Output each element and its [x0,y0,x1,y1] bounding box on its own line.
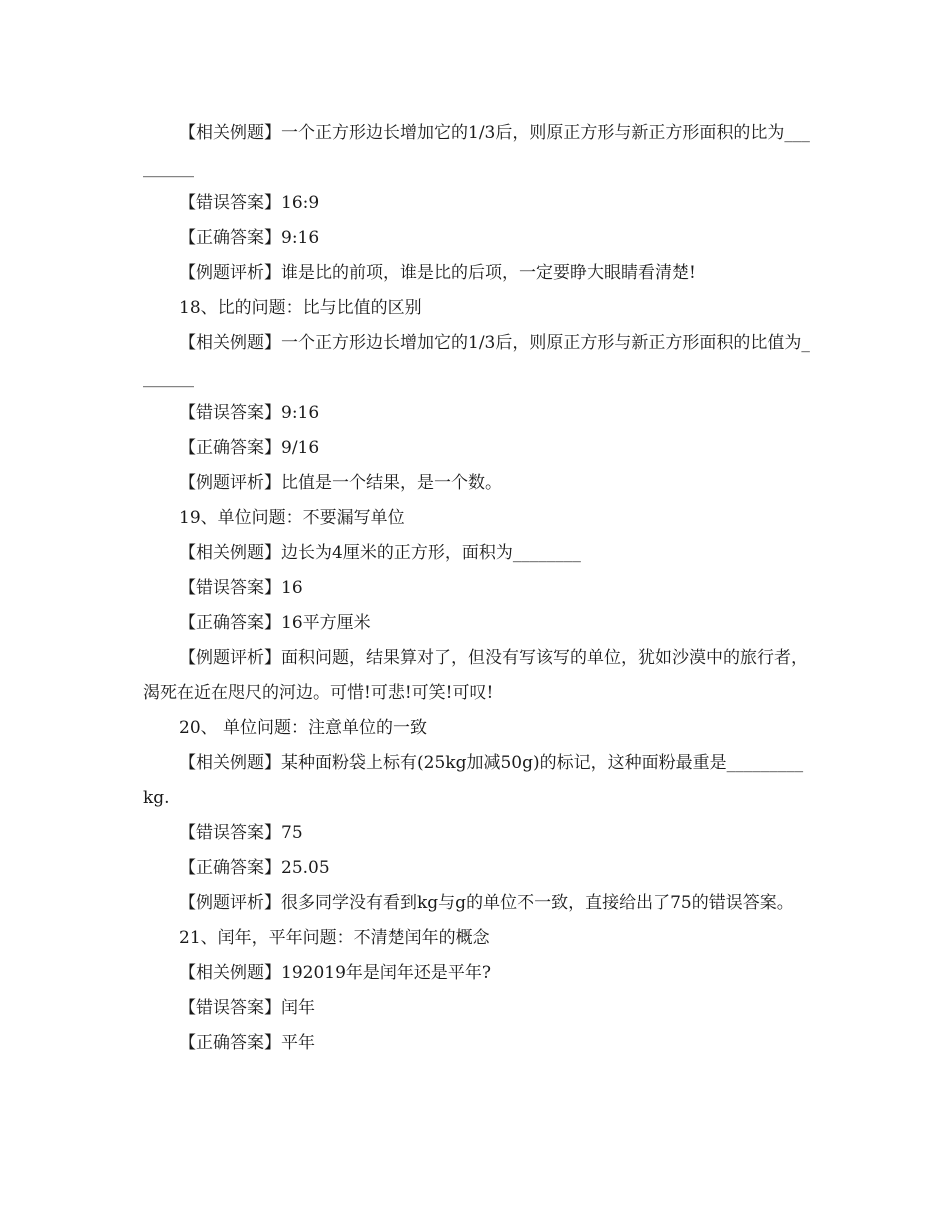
paragraph: 【相关例题】边长为4厘米的正方形，面积为________ [179,543,581,563]
paragraph: 【例题评析】比值是一个结果，是一个数。 [179,473,502,493]
paragraph: 【错误答案】75 [179,823,303,843]
paragraph: 【相关例题】一个正方形边长增加它的1/3后，则原正方形与新正方形面积的比值为_______ [143,333,810,388]
document-body [143,116,811,1061]
paragraph: 【例题评析】谁是比的前项，谁是比的后项，一定要睁大眼睛看清楚! [179,263,696,283]
paragraph: 【错误答案】闰年 [179,998,315,1018]
paragraph: 【错误答案】16:9 [179,193,320,213]
paragraph: 【例题评析】面积问题，结果算对了，但没有写该写的单位，犹如沙漠中的旅行者，渴死在近在咫尺的河边。可惜!可悲!可笑!可叹! [143,648,808,703]
paragraph: 【相关例题】192019年是闰年还是平年? [179,963,492,983]
section-heading: 20、 单位问题：注意单位的一致 [179,718,428,738]
paragraph: 【正确答案】平年 [179,1033,315,1053]
paragraph: 【正确答案】16平方厘米 [179,613,371,633]
paragraph: 【正确答案】9/16 [179,438,320,458]
paragraph: 【正确答案】9:16 [179,228,320,248]
paragraph: 【错误答案】16 [179,578,303,598]
section-heading: 19、单位问题：不要漏写单位 [179,508,405,528]
section-heading: 18、比的问题：比与比值的区别 [179,298,422,318]
paragraph: 【正确答案】25.05 [179,858,330,878]
paragraph: 【相关例题】某种面粉袋上标有(25kg加减50g)的标记，这种面粉最重是_________kg. [143,753,804,808]
paragraph: 【相关例题】一个正方形边长增加它的1/3后，则原正方形与新正方形面积的比为_________ [143,123,810,178]
paragraph: 【例题评析】很多同学没有看到kg与g的单位不一致，直接给出了75的错误答案。 [179,893,794,913]
paragraph: 【错误答案】9:16 [179,403,320,423]
section-heading: 21、闰年，平年问题：不清楚闰年的概念 [179,928,490,948]
